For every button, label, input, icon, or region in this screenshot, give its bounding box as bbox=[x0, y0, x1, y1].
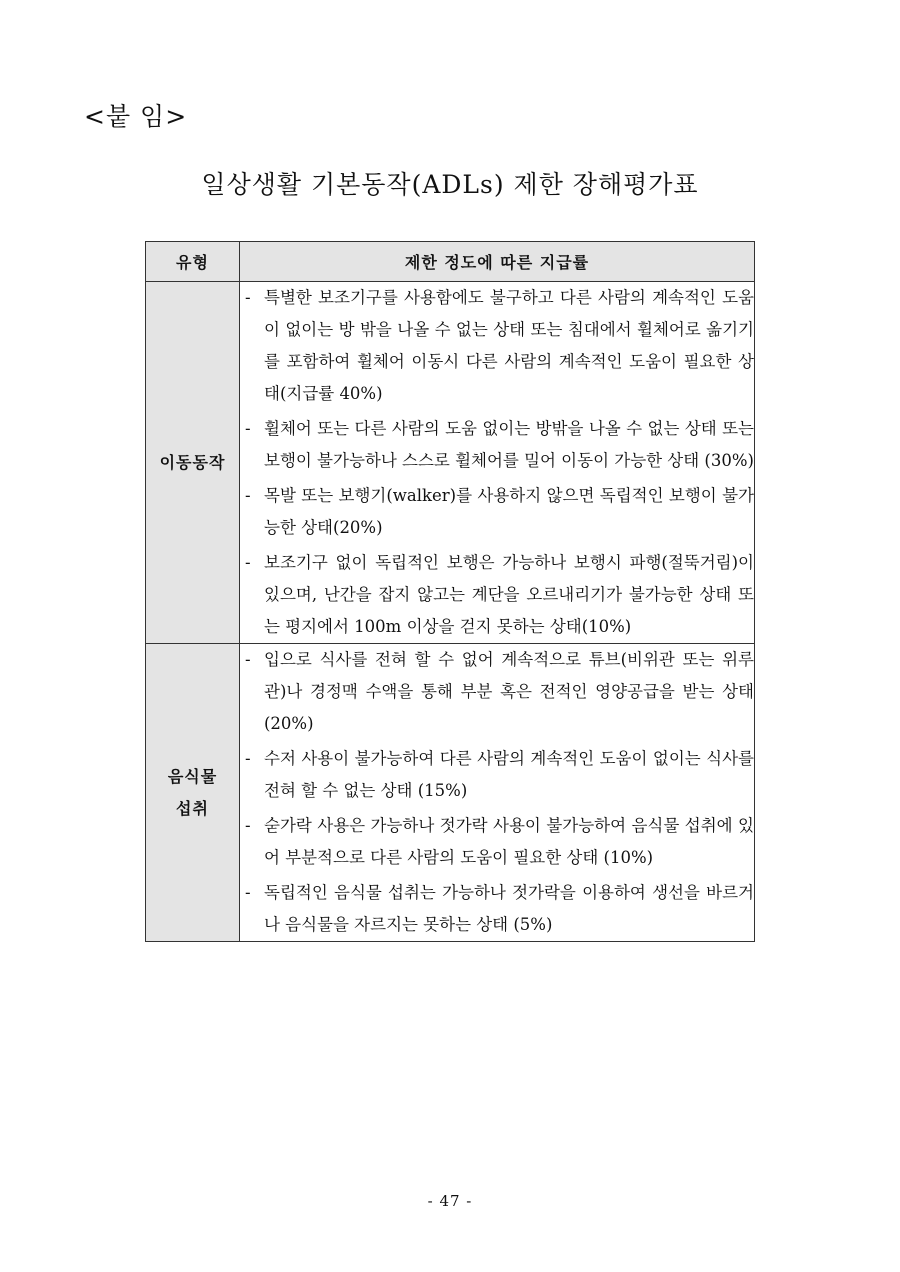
type-label-line: 음식물 bbox=[167, 766, 218, 786]
header-type: 유형 bbox=[146, 242, 240, 282]
table-row-eating bbox=[146, 644, 755, 942]
item-text: 목발 또는 보행기(walker)를 사용하지 않으면 독립적인 보행이 불가능한 상태(20%) bbox=[264, 486, 754, 537]
item-text: 수저 사용이 불가능하여 다른 사람의 계속적인 도움이 없이는 식사를 전혀 할 수 없는 상태 (15%) bbox=[264, 749, 754, 800]
dash-bullet: - bbox=[245, 816, 251, 835]
list-item bbox=[240, 413, 754, 477]
dash-bullet: - bbox=[245, 883, 251, 902]
table-header-row bbox=[146, 242, 755, 282]
item-text: 특별한 보조기구를 사용함에도 불구하고 다른 사람의 계속적인 도움이 없이는 방 밖을 나올 수 없는 상태 또는 침대에서 휠체어로 옮기기를 포함하여 휠체어 이동시 다른 사람의 계속적인 도움이 필요한 상태(지급률 40%) bbox=[264, 288, 754, 403]
type-cell-mobility bbox=[146, 282, 240, 644]
list-item bbox=[240, 480, 754, 544]
list-item bbox=[240, 644, 754, 740]
desc-cell-eating bbox=[240, 644, 755, 942]
document-title: 일상생활 기본동작(ADLs) 제한 장해평가표 bbox=[201, 170, 699, 199]
dash-bullet: - bbox=[245, 749, 251, 768]
list-item bbox=[240, 547, 754, 643]
type-label: 이동동작 bbox=[159, 452, 226, 472]
attachment-label: <붙 임> bbox=[84, 102, 188, 131]
page-number: - 47 - bbox=[427, 1192, 473, 1210]
dash-bullet: - bbox=[245, 419, 251, 438]
list-item bbox=[240, 877, 754, 941]
item-text: 보조기구 없이 독립적인 보행은 가능하나 보행시 파행(절뚝거림)이 있으며, 난간을 잡지 않고는 계단을 오르내리기가 불가능한 상태 또는 평지에서 100m 이상을 걷지 못하는 상태(10%) bbox=[264, 553, 754, 636]
item-text: 숟가락 사용은 가능하나 젓가락 사용이 불가능하여 음식물 섭취에 있어 부분적으로 다른 사람의 도움이 필요한 상태 (10%) bbox=[264, 816, 754, 867]
list-item bbox=[240, 282, 754, 410]
header-rate: 제한 정도에 따른 지급률 bbox=[240, 242, 755, 282]
type-label-line: 섭취 bbox=[176, 798, 209, 818]
dash-bullet: - bbox=[245, 650, 251, 669]
item-text: 독립적인 음식물 섭취는 가능하나 젓가락을 이용하여 생선을 바르거나 음식물을 자르지는 못하는 상태 (5%) bbox=[264, 883, 754, 934]
dash-bullet: - bbox=[245, 288, 251, 307]
desc-cell-mobility bbox=[240, 282, 755, 644]
type-cell-eating bbox=[146, 644, 240, 942]
adl-rating-table bbox=[145, 241, 755, 942]
dash-bullet: - bbox=[245, 486, 251, 505]
item-text: 휠체어 또는 다른 사람의 도움 없이는 방밖을 나올 수 없는 상태 또는 보행이 불가능하나 스스로 휠체어를 밀어 이동이 가능한 상태 (30%) bbox=[264, 419, 754, 470]
list-item bbox=[240, 743, 754, 807]
dash-bullet: - bbox=[245, 553, 251, 572]
list-item bbox=[240, 810, 754, 874]
table-row-mobility bbox=[146, 282, 755, 644]
item-text: 입으로 식사를 전혀 할 수 없어 계속적으로 튜브(비위관 또는 위루관)나 경정맥 수액을 통해 부분 혹은 전적인 영양공급을 받는 상태 (20%) bbox=[264, 650, 754, 733]
